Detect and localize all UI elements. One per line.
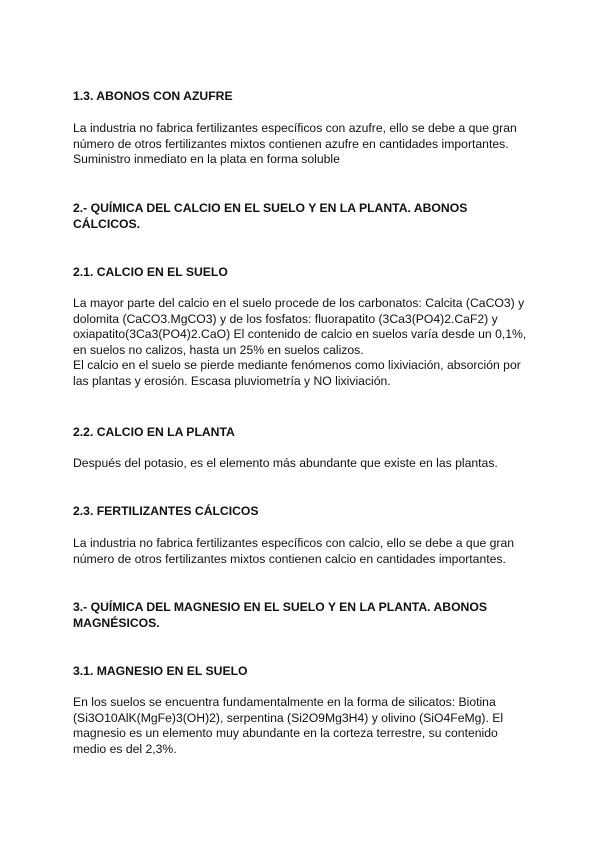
text-line: El calcio en el suelo se pierde mediante fenómenos como lixiviación, absorción por [73, 358, 521, 373]
text-line: medio es del 2,3%. [73, 741, 177, 756]
text-line: dolomita (CaCO3.MgCO3) y de los fosfatos: fluorapatito (3Ca3(PO4)2.CaF2) y [73, 311, 498, 326]
section-heading-2-1: 2.1. CALCIO EN EL SUELO [73, 265, 228, 279]
chapter-heading-2 [73, 201, 467, 232]
heading-line: 3.- QUÍMICA DEL MAGNESIO EN EL SUELO Y EN LA PLANTA. ABONOS [73, 600, 487, 614]
heading-line: 2.- QUÍMICA DEL CALCIO EN EL SUELO Y EN LA PLANTA. ABONOS [73, 201, 468, 215]
paragraph-calcio-suelo [73, 296, 533, 390]
text-line: oxiapatito(3Ca3(PO4)2.CaO) El contenido de calcio en suelos varía desde un 0,1%, [73, 327, 527, 342]
text-line: La industria no fabrica fertilizantes específicos con azufre, ello se debe a que gran [73, 121, 517, 135]
heading-line: MAGNÉSICOS. [73, 615, 160, 630]
text-line: Después del potasio, es el elemento más abundante que existe en las plantas. [73, 456, 498, 470]
text-line: La mayor parte del calcio en el suelo procede de los carbonatos: Calcita (CaCO3) y [73, 296, 525, 310]
text-line: La industria no fabrica fertilizantes específicos con calcio, ello se debe a que gran [73, 536, 515, 550]
text-line: número de otros fertilizantes mixtos contienen calcio en cantidades importantes. [73, 551, 506, 566]
paragraph-magnesio-suelo [73, 695, 533, 757]
section-heading-2-2: 2.2. CALCIO EN LA PLANTA [73, 425, 235, 439]
paragraph-fertilizantes-calcicos [73, 536, 533, 567]
text-line: en suelos no calizos, hasta un 25% en suelos calizos. [73, 342, 364, 357]
text-line: las plantas y erosión. Escasa pluviometría y NO lixiviación. [73, 373, 391, 388]
section-heading-1-3: 1.3. ABONOS CON AZUFRE [73, 89, 233, 103]
chapter-heading-3 [73, 600, 487, 631]
section-heading-3-1: 3.1. MAGNESIO EN EL SUELO [73, 664, 248, 678]
paragraph-abonos-azufre [73, 121, 533, 168]
text-line: magnesio es un elemento muy abundante en la corteza terrestre, su contenido [73, 726, 498, 741]
paragraph-calcio-planta [73, 456, 533, 472]
section-heading-2-3: 2.3. FERTILIZANTES CÁLCICOS [73, 504, 259, 518]
text-line: Suministro inmediato en la plata en forma soluble [73, 152, 340, 167]
text-line: (Si3O10AlK(MgFe)3(OH)2), serpentina (Si2O9Mg3H4) y olivino (SiO4FeMg). El [73, 710, 504, 725]
heading-line: CÁLCICOS. [73, 216, 141, 231]
text-line: En los suelos se encuentra fundamentalmente en la forma de silicatos: Biotina [73, 695, 496, 709]
text-line: número de otros fertilizantes mixtos contienen azufre en cantidades importantes. [73, 136, 509, 151]
